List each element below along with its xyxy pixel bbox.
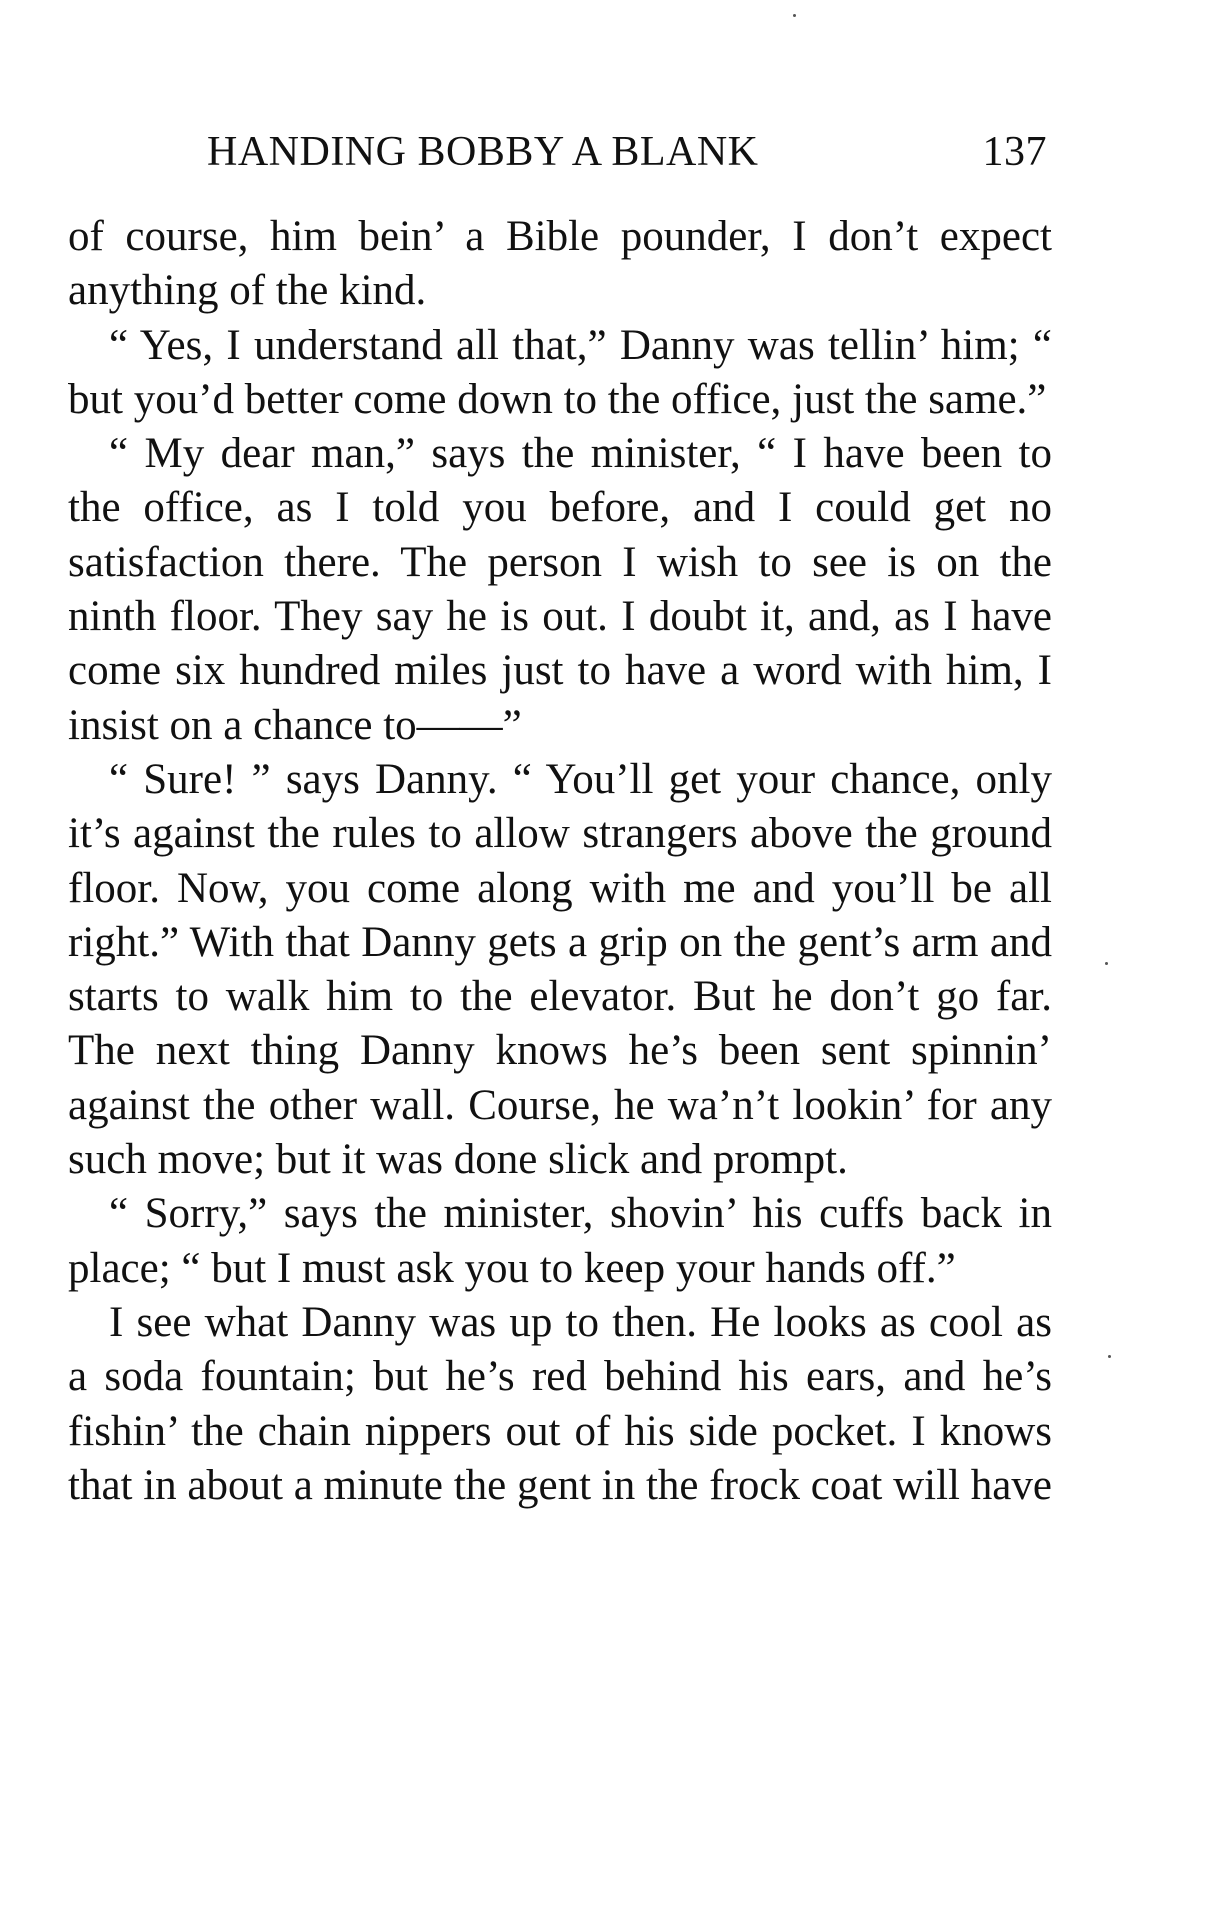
print-speck [1105, 962, 1108, 965]
paragraph: “ Yes, I understand all that,” Danny was tellin’ him; “ but you’d better come down to the office, just the same.” [68, 321, 1052, 423]
print-speck [1108, 1355, 1111, 1358]
paragraph: “ My dear man,” says the minister, “ I have been to the office, as I told you before, and I could get no satisfaction there. The person I wish to see is on the ninth floor. They say he is out. I doubt it, and, as I have come six hundred miles just to have a word with him, I insist on a chance to——” [68, 430, 1052, 749]
paragraph: “ Sure! ” says Danny. “ You’ll get your chance, only it’s against the rules to allow strangers above the ground floor. Now, you come along with me and you’ll be all right.” With that Danny gets a grip on the gent’s arm and starts to walk him to the elevator. But he don’t go far. The next thing Danny knows he’s been sent spinnin’ against the other wall. Course, he wa’n’t lookin’ for any such move; but it was done slick and prompt. [68, 755, 1052, 1184]
page-number: 137 [982, 129, 1047, 175]
paragraph: of course, him bein’ a Bible pounder, I don’t expect anything of the kind. [68, 213, 1052, 315]
print-speck [793, 14, 796, 17]
paragraph: I see what Danny was up to then. He looks as cool as a soda fountain; but he’s red behind his ears, and he’s fishin’ the chain nippers out of his side pocket. I knows that in about a minute the gent in the frock coat will have [68, 1298, 1052, 1509]
running-head [207, 128, 1047, 184]
running-title: HANDING BOBBY A BLANK [207, 129, 759, 175]
paragraph: “ Sorry,” says the minister, shovin’ his cuffs back in place; “ but I must ask you to keep your hands off.” [68, 1190, 1052, 1292]
body-text [68, 210, 1052, 1513]
